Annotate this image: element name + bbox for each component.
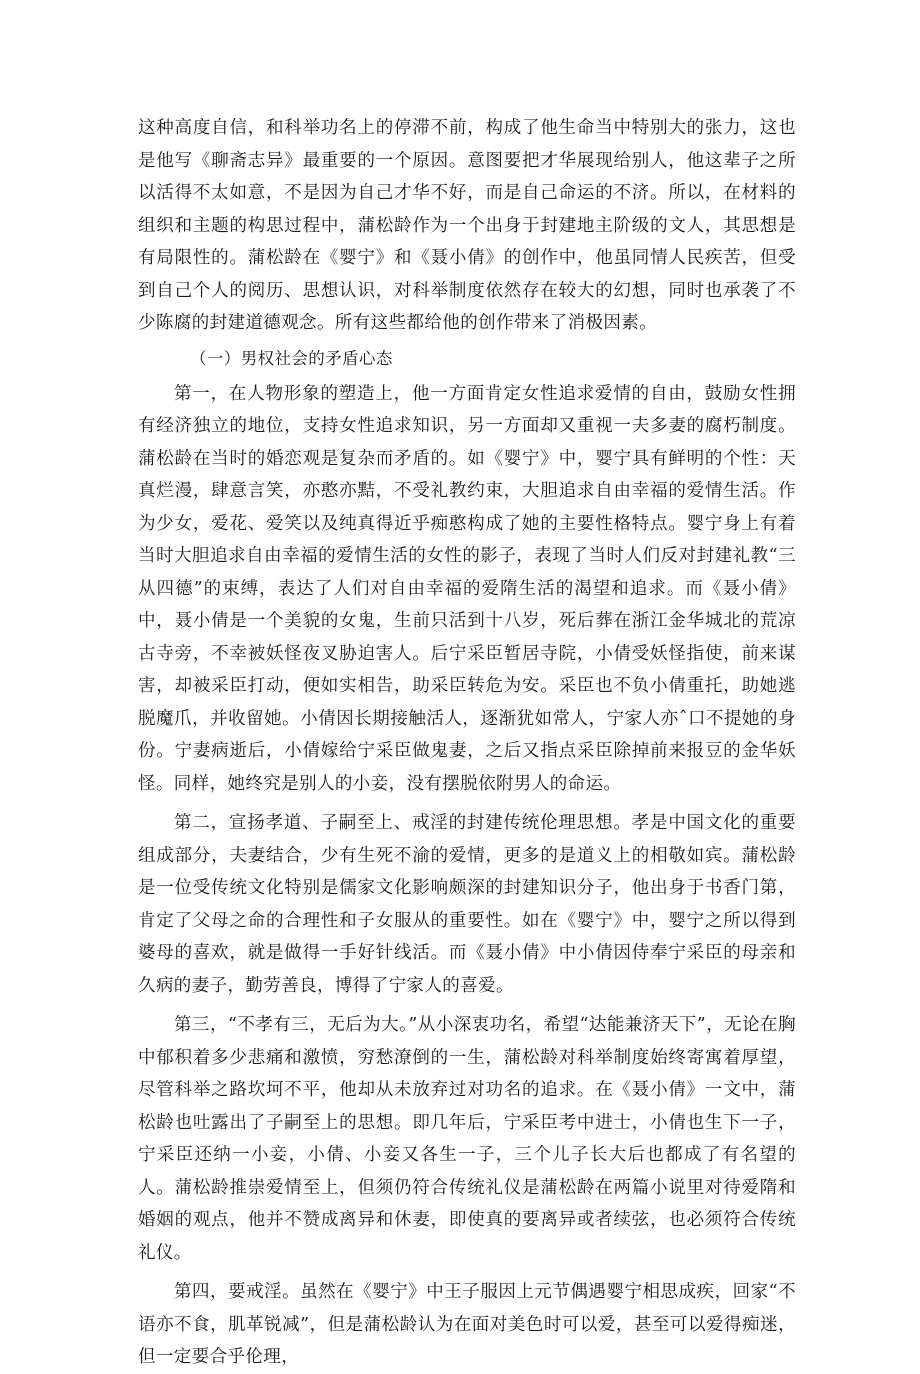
paragraph-fourth-point: 第四，要戒淫。虽然在《婴宁》中王子服因上元节偶遇婴宁相思成疾，回家“不语亦不食，肌革锐减”，但是蒲松龄认为在面对美色时可以爱，甚至可以爱得痴迷，但一定要合乎伦理， bbox=[138, 1282, 796, 1367]
paragraph-first-point: 第一，在人物形象的塑造上，他一方面肯定女性追求爱情的自由，鼓励女性拥有经济独立的地位，支持女性追求知识，另一方面却又重视一夫多妻的腐朽制度。蒲松龄在当时的婚恋观是复杂而矛盾的。如《婴宁》中，婴宁具有鲜明的个性：天真烂漫，肆意言笑，亦憨亦黠，不受礼教约束，大胆追求自由幸福的爱情生活。作为少女，爱花、爱笑以及纯真得近乎痴憨构成了她的主要性格特点。婴宁身上有着当时大胆追求自由幸福的爱情生活的女性的影子，表现了当时人们反对封建礼教“三从四德”的束缚，表达了人们对自由幸福的爱隋生活的渴望和追求。而《聂小倩》中，聂小倩是一个美貌的女鬼，生前只活到十八岁，死后葬在浙江金华城北的荒凉古寺旁，不幸被妖怪夜叉胁迫害人。后宁采臣暂居寺院，小倩受妖怪指使，前来谋害，却被采臣打动，便如实相告，助采臣转危为安。采臣也不负小倩重托，助她逃脱魔爪，并收留她。小倩因长期接触活人，逐渐犹如常人，宁家人亦ˆ口不提她的身份。宁妻病逝后，小倩嫁给宁采臣做鬼妻，之后又指点采臣除掉前来报豆的金华妖怪。同样，她终究是别人的小妾，没有摆脱依附男人的命运。 bbox=[138, 383, 796, 794]
document-body bbox=[138, 112, 796, 1374]
paragraph-third-point: 第三，“不孝有三，无后为大。”从小深衷功名，希望“达能兼济天下”，无论在胸中郁积着多少悲痛和激愤，穷愁潦倒的一生，蒲松龄对科举制度始终寄寓着厚望，尽管科举之路坎坷不平，他却从未放弃过对功名的追求。在《聂小倩》一文中，蒲松龄也吐露出了子嗣至上的思想。即几年后，宁采臣考中进士，小倩也生下一子，宁采臣还纳一小妾，小倩、小妾又各生一子，三个儿子长大后也都成了有名望的人。蒲松龄推崇爱情至上，但须仍符合传统礼仪是蒲松龄在两篇小说里对待爱隋和婚姻的观点，他并不赞成离异和休妻，即使真的要离异或者续弦，也必须符合传统礼仪。 bbox=[138, 1015, 796, 1263]
paragraph-second-point: 第二，宣扬孝道、子嗣至上、戒淫的封建传统伦理思想。孝是中国文化的重要组成部分，夫妻结合，少有生死不渝的爱情，更多的是道义上的相敬如宾。蒲松龄是一位受传统文化特别是儒家文化影响颇深的封建知识分子，他出身于书香门第，肯定了父母之命的合理性和子女服从的重要性。如在《婴宁》中，婴宁之所以得到婆母的喜欢，就是做得一手好针线活。而《聂小倩》中小倩因侍奉宁采臣的母亲和久病的妻子，勤劳善良，博得了宁家人的喜爱。 bbox=[138, 813, 796, 996]
section-heading: （一）男权社会的矛盾心态 bbox=[190, 348, 393, 368]
paragraph-intro: 这种高度自信，和科举功名上的停滞不前，构成了他生命当中特别大的张力，这也是他写《聊斋志异》最重要的一个原因。意图要把才华展现给别人，他这辈子之所以活得不太如意，不是因为自己才华不好，而是自己命运的不济。所以，在材料的组织和主题的构思过程中，蒲松龄作为一个出身于封建地主阶级的文人，其思想是有局限性的。蒲松龄在《婴宁》和《聂小倩》的创作中，他虽同情人民疾苦，但受到自己个人的阅历、思想认识，对科举制度依然存在较大的幻想，同时也承袭了不少陈腐的封建道德观念。所有这些都给他的创作带来了消极因素。 bbox=[138, 118, 796, 333]
